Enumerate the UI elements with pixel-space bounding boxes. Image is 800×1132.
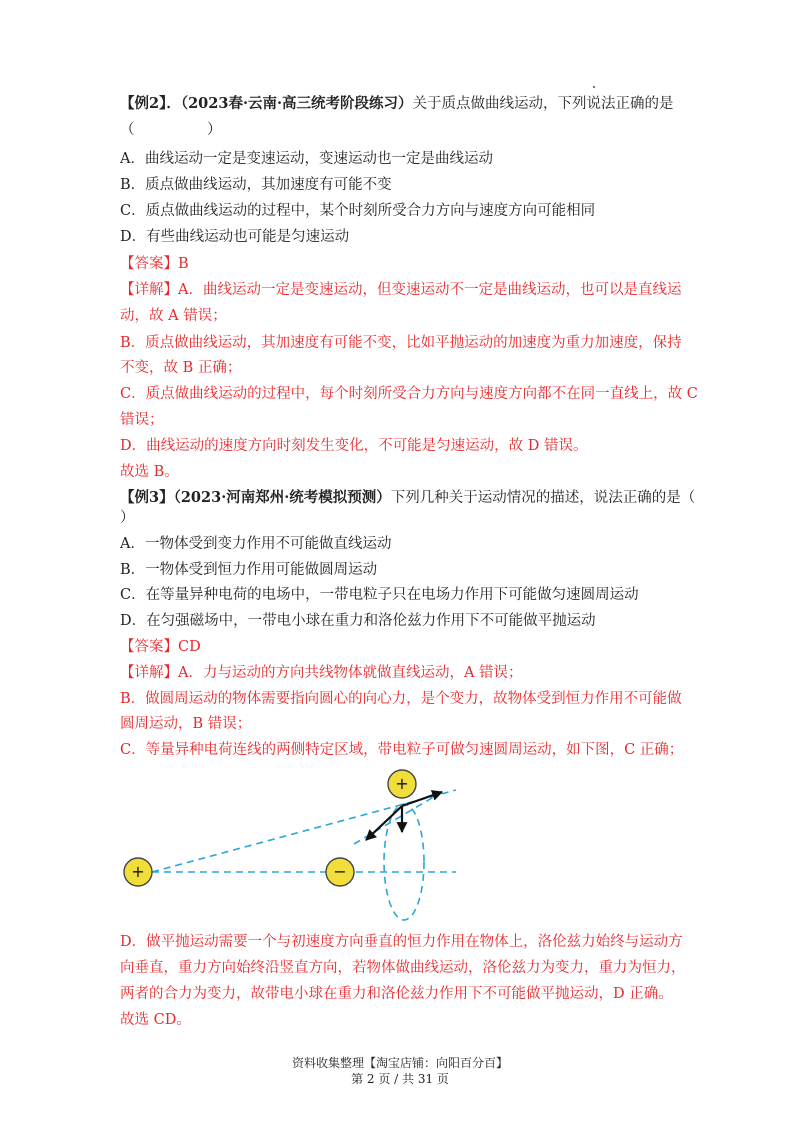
q3-analysis-line: 【详解】A．力与运动的方向共线物体就做直线运动，A 错误；: [120, 665, 523, 681]
stray-dot: [593, 86, 595, 88]
charge-sign: +: [131, 862, 145, 881]
q3-option-a: A．一物体受到变力作用不可能做直线运动: [120, 536, 392, 552]
orbit-ellipse: [384, 804, 424, 920]
q2-option-c: C．质点做曲线运动的过程中，某个时刻所受合力方向与速度方向可能相同: [120, 203, 596, 219]
q2-option-a: A．曲线运动一定是变速运动，变速运动也一定是曲线运动: [120, 151, 493, 167]
charge-motion-diagram: [118, 768, 478, 928]
q2-title-line: [120, 94, 674, 114]
q3-analysis-line: 两者的合力为变力，故带电小球在重力和洛伦兹力作用下不可能做平抛运动，D 正确。: [120, 986, 673, 1002]
q3-option-d: D．在匀强磁场中，一带电小球在重力和洛伦兹力作用下不可能做平抛运动: [120, 613, 596, 629]
q2-answer: 【答案】B: [120, 256, 189, 272]
q2-option-d: D．有些曲线运动也可能是匀速运动: [120, 229, 350, 245]
q2-stem: 关于质点做曲线运动，下列说法正确的是: [412, 96, 674, 112]
q2-analysis-line: D．曲线运动的速度方向时刻发生变化，不可能是匀速运动，故 D 错误。: [120, 438, 588, 454]
q2-option-b: B．质点做曲线运动，其加速度有可能不变: [120, 177, 392, 193]
q3-stem: 下列几种关于运动情况的描述，说法正确的是（: [390, 490, 696, 506]
q3-analysis-line: C．等量异种电荷连线的两侧特定区域，带电粒子可做匀速圆周运动，如下图，C 正确；: [120, 742, 684, 758]
q2-analysis-line: B．质点做曲线运动，其加速度有可能不变，比如平抛运动的加速度为重力加速度，保持: [120, 335, 682, 351]
charge-sign: +: [395, 774, 409, 793]
negative-charge: [326, 858, 354, 886]
footer-source: 资料收集整理【淘宝店铺：向阳百分百】: [291, 1056, 508, 1070]
q2-header: 【例2】．（2023春·云南·高三统考阶段练习）: [120, 95, 413, 112]
q2-analysis-line: C．质点做曲线运动的过程中，每个时刻所受合力方向与速度方向都不在同一直线上，故 C: [120, 386, 698, 402]
q2-conclusion: 故选 B。: [120, 464, 179, 480]
q3-analysis-line: 圆周运动，B 错误；: [120, 716, 252, 732]
force-arrow: [366, 806, 402, 840]
positive-charge-left: [124, 858, 152, 886]
charge-sign: −: [333, 862, 347, 881]
q3-header: 【例3】（2023·河南郑州·统考模拟预测）: [120, 489, 391, 506]
q3-option-c: C．在等量异种电荷的电场中，一带电粒子只在电场力作用下可能做匀速圆周运动: [120, 587, 639, 603]
q2-analysis-line: 【详解】A．曲线运动一定是变速运动，但变速运动不一定是曲线运动，也可以是直线运: [120, 282, 682, 298]
q3-title-line: [120, 488, 695, 508]
q3-answer: 【答案】CD: [120, 639, 201, 655]
charged-particle: [388, 770, 416, 798]
page-number: 第 2 页 / 共 31 页: [351, 1072, 449, 1086]
q3-stem-cont: ）: [120, 510, 135, 526]
radius-dashed-line: [354, 792, 442, 844]
q3-analysis-line: D．做平抛运动需要一个与初速度方向垂直的恒力作用在物体上，洛伦兹力始终与运动方: [120, 934, 683, 950]
q2-blank: （ ）: [120, 122, 222, 138]
q3-option-b: B．一物体受到恒力作用可能做圆周运动: [120, 562, 378, 578]
q2-analysis-line: 动，故 A 错误；: [120, 308, 227, 324]
q3-analysis-line: B．做圆周运动的物体需要指向圆心的向心力，是个变力，故物体受到恒力作用不可能做: [120, 691, 682, 707]
q2-analysis-line: 错误；: [120, 412, 164, 428]
q3-conclusion: 故选 CD。: [120, 1012, 191, 1028]
q3-analysis-line: 向垂直，重力方向始终沿竖直方向，若物体做曲线运动，洛伦兹力为变力，重力为恒力，: [120, 960, 686, 976]
q2-analysis-line: 不变，故 B 正确；: [120, 360, 242, 376]
